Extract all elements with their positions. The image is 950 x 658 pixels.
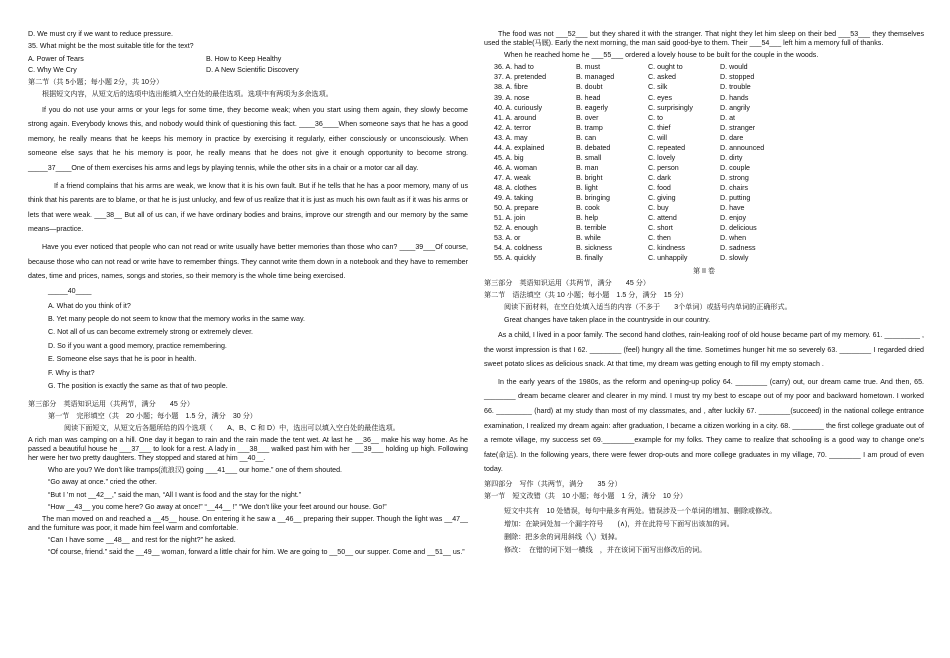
cloze-option: C. thief <box>648 123 671 132</box>
cloze-option: C. silk <box>648 83 668 92</box>
cloze-option: 48. A. clothes <box>494 183 537 192</box>
cloze-option: C. then <box>648 234 671 243</box>
q35-option-a: A. Power of Tears <box>28 54 84 63</box>
cloze-option: 44. A. explained <box>494 143 545 152</box>
grammar-instruction: 阅读下面材料，在空白处填入适当的内容（不多于 3个单词）或括号内单词的正确形式。 <box>504 303 792 312</box>
option-a: A. What do you think of it? <box>48 301 131 310</box>
cloze-option: 42. A. terror <box>494 123 532 132</box>
cloze-option: C. kindness <box>648 244 686 253</box>
cloze-option: B. terrible <box>576 224 607 233</box>
cloze-option: D. announced <box>720 143 765 152</box>
cloze-option: D. would <box>720 63 748 72</box>
cloze-paragraph-7: “Can I have some __48__ and rest for the night?” he asked. <box>48 536 236 545</box>
section-2-heading: 第二节（共 5小题；每小题 2分，共 10分） <box>28 78 164 87</box>
cloze-option: 49. A. taking <box>494 193 534 202</box>
cloze-option: C. lovely <box>648 153 676 162</box>
seven-options-list <box>28 300 468 394</box>
option-d: D. So if you want a good memory, practice remembering. <box>48 341 227 350</box>
cloze-option: 45. A. big <box>494 153 524 162</box>
grammar-section-heading: 第二节 语法填空（共 10 小题；每小题 1.5 分，满分 15 分） <box>484 291 688 300</box>
cloze-option: 50. A. prepare <box>494 204 539 213</box>
cloze-option: B. light <box>576 183 598 192</box>
cloze-option: B. small <box>576 153 602 162</box>
cloze-paragraph-3: “Go away at once.” cried the other. <box>48 478 157 487</box>
passage-paragraph-1: If you do not use your arms or your legs for some time, they become weak; when you start using them again, they slowly become strong again. Everybody knows this, and nobody would think of questioning this fact. ____36____When someone says that he has a good memory, he really means that he keeps his memory in practice by exercising it regularly, either consciously or unconsciously. When someone else says that he his memory is poor, he really means that he does not give it enough opportunity to become strong. _____37____One of them exercises his arms and legs by playing tennis, while the other sits in a chair or a motor car all day. <box>28 105 468 172</box>
option-e: E. Someone else says that he is poor in health. <box>48 355 197 364</box>
q35-question: 35. What might be the most suitable title for the text? <box>28 42 194 51</box>
instruction-line-4: 修改： 在错的词下划一横线 ，并在该词下面写出修改后的词。 <box>504 545 707 554</box>
passage-paragraph-3: Have you ever noticed that people who can not read or write usually have better memories than those who can? ____39___Of course, because those who can not read or write have to remember things. They cannot write them down in a notebook and they have to remember dates, time and prices, names, songs and stories, so their memory is the whole time being exercised. <box>28 243 468 281</box>
cloze-paragraph-5: “How __43__ you come here? Go away at once!” “__44__ !” “We don’t like your feet around our house. Go!” <box>48 502 387 511</box>
section-2-instruction: 根据短文内容，从短文后的选项中选出能填入空白处的最佳选项。选项中有两项为多余选项。 <box>42 90 333 99</box>
cloze-option: C. ought to <box>648 63 683 72</box>
cloze-paragraph-4: “But I ’m not __42__,” said the man, “All I want is food and the stay for the night.” <box>48 490 302 499</box>
cloze-option: 51. A. join <box>494 214 526 223</box>
cloze-option: B. bringing <box>576 193 610 202</box>
cloze-option: C. to <box>648 113 663 122</box>
cloze-option: 38. A. fibre <box>494 83 528 92</box>
option-b: B. Yet many people do not seem to know that the memory works in the same way. <box>48 314 305 323</box>
cloze-option: 54. A. coldness <box>494 244 543 253</box>
q35-option-d: D. A New Scientific Discovery <box>206 66 299 75</box>
cloze-option: D. angrily <box>720 103 750 112</box>
cloze-option: 39. A. nose <box>494 93 530 102</box>
cloze-option: B. eagerly <box>576 103 608 112</box>
cloze-option: C. eyes <box>648 93 673 102</box>
option-f: F. Why is that? <box>48 368 95 377</box>
cloze-option: C. food <box>648 183 671 192</box>
q35-options <box>28 55 468 64</box>
cloze-option: C. dark <box>648 173 671 182</box>
cloze-option: B. finally <box>576 254 603 263</box>
cloze-option: 53. A. or <box>494 234 521 243</box>
cloze-option: C. person <box>648 163 679 172</box>
part-4-section-1-heading: 第一节 短文改错（共 10 小题；每小题 1 分，满分 10 分） <box>484 492 687 501</box>
grammar-paragraph-2: In the early years of the 1980s, as the reform and opening-up policy 64. ________ (carry) out, our dream came true. And then, 65. ________ dream became clearer and clearer in my mind. I must try my best to escape out of my poor and backward hometown. I worked 66. _________ (hard) at my study than most of my classmates, and , after luckily 67. ________(succeed) in the national college entrance examination, I realized my dream again: after graduation, I became a citizen working in a city. 68. ________ the first college graduate out of a remote village, my success set 69.________example for my folks. They came to realize that schooling is a good way to change one’s fate(命运). In the following years, there were fewer drop-outs and more college graduates in my village, 70. ________ I am proud of even today. <box>484 377 924 474</box>
cloze-option: D. stranger <box>720 123 756 132</box>
q34-option-d: D. We must cry if we want to reduce pressure. <box>28 30 173 38</box>
cloze-option: 43. A. may <box>494 133 528 142</box>
cloze-option: B. managed <box>576 73 615 82</box>
passage-paragraph-2: If a friend complains that his arms are weak, we know that it is his own fault. But if he tells that he has a poor memory, many of us think that his parents are to blame, or that he is just unlucky, and few of us realize that it is just as much his own fault as if it was his arms or lets that were weak. ___38__ But all of us can, if we have ordinary bodies and brains, improve our strength and our memory by the same means—practice. <box>28 181 468 234</box>
q35-options-row2 <box>28 66 468 75</box>
cloze-paragraph-2: Who are you? We don’t like tramps(流浪汉) going ___41___ our home.” one of them shouted. <box>48 466 343 475</box>
cloze-option: C. giving <box>648 193 676 202</box>
cloze-option: D. slowly <box>720 254 749 263</box>
cloze-option: D. trouble <box>720 83 751 92</box>
part-3b-heading: 第三部分 英语知识运用（共两节，满分 45 分） <box>484 278 650 287</box>
cloze-option: B. help <box>576 214 599 223</box>
grammar-paragraph-1: As a child, I lived in a poor family. The second hand clothes, rain-leaking roof of old house became part of my memory. 61. _________ , the worst impression is that I 62. ________ (feel) hungry all the time. Sometimes hunger hit me so severely 63. ________ I regarded dried sweet potato slices as delicious snack. At that time, my dream was getting enough to fill my empty stomach . <box>484 330 924 369</box>
volume-2-title: 第 II 卷 <box>692 267 716 276</box>
cloze-option: 52. A. enough <box>494 224 538 233</box>
right-column <box>484 30 924 557</box>
cloze-option: B. must <box>576 63 601 72</box>
cloze-option: D. sadness <box>720 244 756 253</box>
cloze-option: D. putting <box>720 193 751 202</box>
cloze-option: 36. A. had to <box>494 63 534 72</box>
cloze-option: D. dirty <box>720 153 743 162</box>
cloze-option: B. sickness <box>576 244 612 253</box>
cloze-option: D. delicious <box>720 224 757 233</box>
cloze-option: C. attend <box>648 214 677 223</box>
cloze-option: D. couple <box>720 163 750 172</box>
blank-40: _____40____ <box>48 287 92 296</box>
q35-option-b: B. How to Keep Healthy <box>206 54 282 63</box>
cloze-option: B. while <box>576 234 601 243</box>
cloze-option: B. head <box>576 93 601 102</box>
cloze-option: C. surprisingly <box>648 103 693 112</box>
cloze-option: B. doubt <box>576 83 603 92</box>
cloze-continued-1: The food was not ___52___ but they shared it with the stranger. That night they let him sleep on their bed ___53___ they themselves used the stable(马厩). Early the next morning, the man said good-bye to them. Their ___54___ left him a memory full of thanks. <box>484 30 924 47</box>
cloze-paragraph-6: The man moved on and reached a __45__ house. On entering it he saw a __46__ preparing their supper. Though the light was __47__ and the furniture was poor, it made him feel warm and comfortable. <box>28 515 468 532</box>
cloze-option: B. can <box>576 133 597 142</box>
cloze-option: D. strong <box>720 173 749 182</box>
cloze-option: C. unhappily <box>648 254 688 263</box>
cloze-option: D. chairs <box>720 183 748 192</box>
cloze-option: B. over <box>576 113 599 122</box>
instruction-line-1: 短文中共有 10 处错误，每句中最多有两处。错误涉及一个单词的增加、删除或修改。 <box>504 506 777 515</box>
cloze-continued-2: When he reached home he ___55___ ordered a lovely house to be built for the couple in the woods. <box>504 51 819 60</box>
cloze-options-table <box>484 63 924 263</box>
cloze-option: D. have <box>720 204 745 213</box>
option-c: C. Not all of us can become extremely strong or extremely clever. <box>48 328 254 337</box>
option-g: G. The position is exactly the same as that of two people. <box>48 382 228 391</box>
cloze-option: 41. A. around <box>494 113 537 122</box>
cloze-option: C. will <box>648 133 667 142</box>
cloze-option: D. hands <box>720 93 749 102</box>
cloze-option: B. debated <box>576 143 611 152</box>
cloze-option: B. tramp <box>576 123 603 132</box>
cloze-option: B. cook <box>576 204 600 213</box>
cloze-option: D. at <box>720 113 735 122</box>
left-column <box>28 30 468 561</box>
part-3-section-1-heading: 第一节 完形填空（共 20 小题；每小题 1.5 分，满分 30 分） <box>48 411 257 420</box>
instruction-line-2: 增加：在缺词处加一个漏字符号 (∧)，并在此符号下面写出该加的词。 <box>504 519 734 528</box>
part-3-heading: 第三部分 英语知识运用（共两节，满分 45 分） <box>28 399 194 408</box>
cloze-option: 47. A. weak <box>494 173 531 182</box>
q35-option-c: C. Why We Cry <box>28 66 77 75</box>
cloze-option: D. when <box>720 234 747 243</box>
part-3-section-1-instruction: 阅读下面短文，从短文后各题所给的四个选项（ A、B、C 和 D）中，选出可以填入空白处的最佳选项。 <box>64 423 400 432</box>
cloze-option: D. enjoy <box>720 214 747 223</box>
cloze-option: C. short <box>648 224 673 233</box>
cloze-option: C. repeated <box>648 143 686 152</box>
cloze-option: 55. A. quickly <box>494 254 536 263</box>
part-4-heading: 第四部分 写作（共两节，满分 35 分） <box>484 480 622 489</box>
cloze-option: B. man <box>576 163 599 172</box>
cloze-option: C. asked <box>648 73 676 82</box>
cloze-option: B. bright <box>576 173 603 182</box>
instruction-line-3: 删除：把多余的词用斜线（╲）划掉。 <box>504 532 622 541</box>
cloze-option: C. buy <box>648 204 669 213</box>
cloze-option: D. dare <box>720 133 744 142</box>
error-correction-instructions <box>484 505 924 557</box>
cloze-option: 46. A. woman <box>494 163 537 172</box>
cloze-paragraph-8: “Of course, friend.” said the __49__ woman, forward a little chair for him. We are going to __50__ our supper. Come and __51__ us.” <box>48 548 465 557</box>
cloze-option: 40. A. curiously <box>494 103 543 112</box>
grammar-title: Great changes have taken place in the countryside in our country. <box>504 315 711 324</box>
cloze-option: 37. A. pretended <box>494 73 547 82</box>
cloze-paragraph-1: A rich man was camping on a hill. One day it began to rain and the rain made the tent wet. At last he __36__ make his way home. As he passed a beautiful house he ___37___ to look for a rest. A lady in ___38___ walked past him with her ___39___ holding up high. Following her were her two pretty daughters. They stopped and stared at him __40__. <box>28 436 468 462</box>
cloze-option: D. stopped <box>720 73 755 82</box>
